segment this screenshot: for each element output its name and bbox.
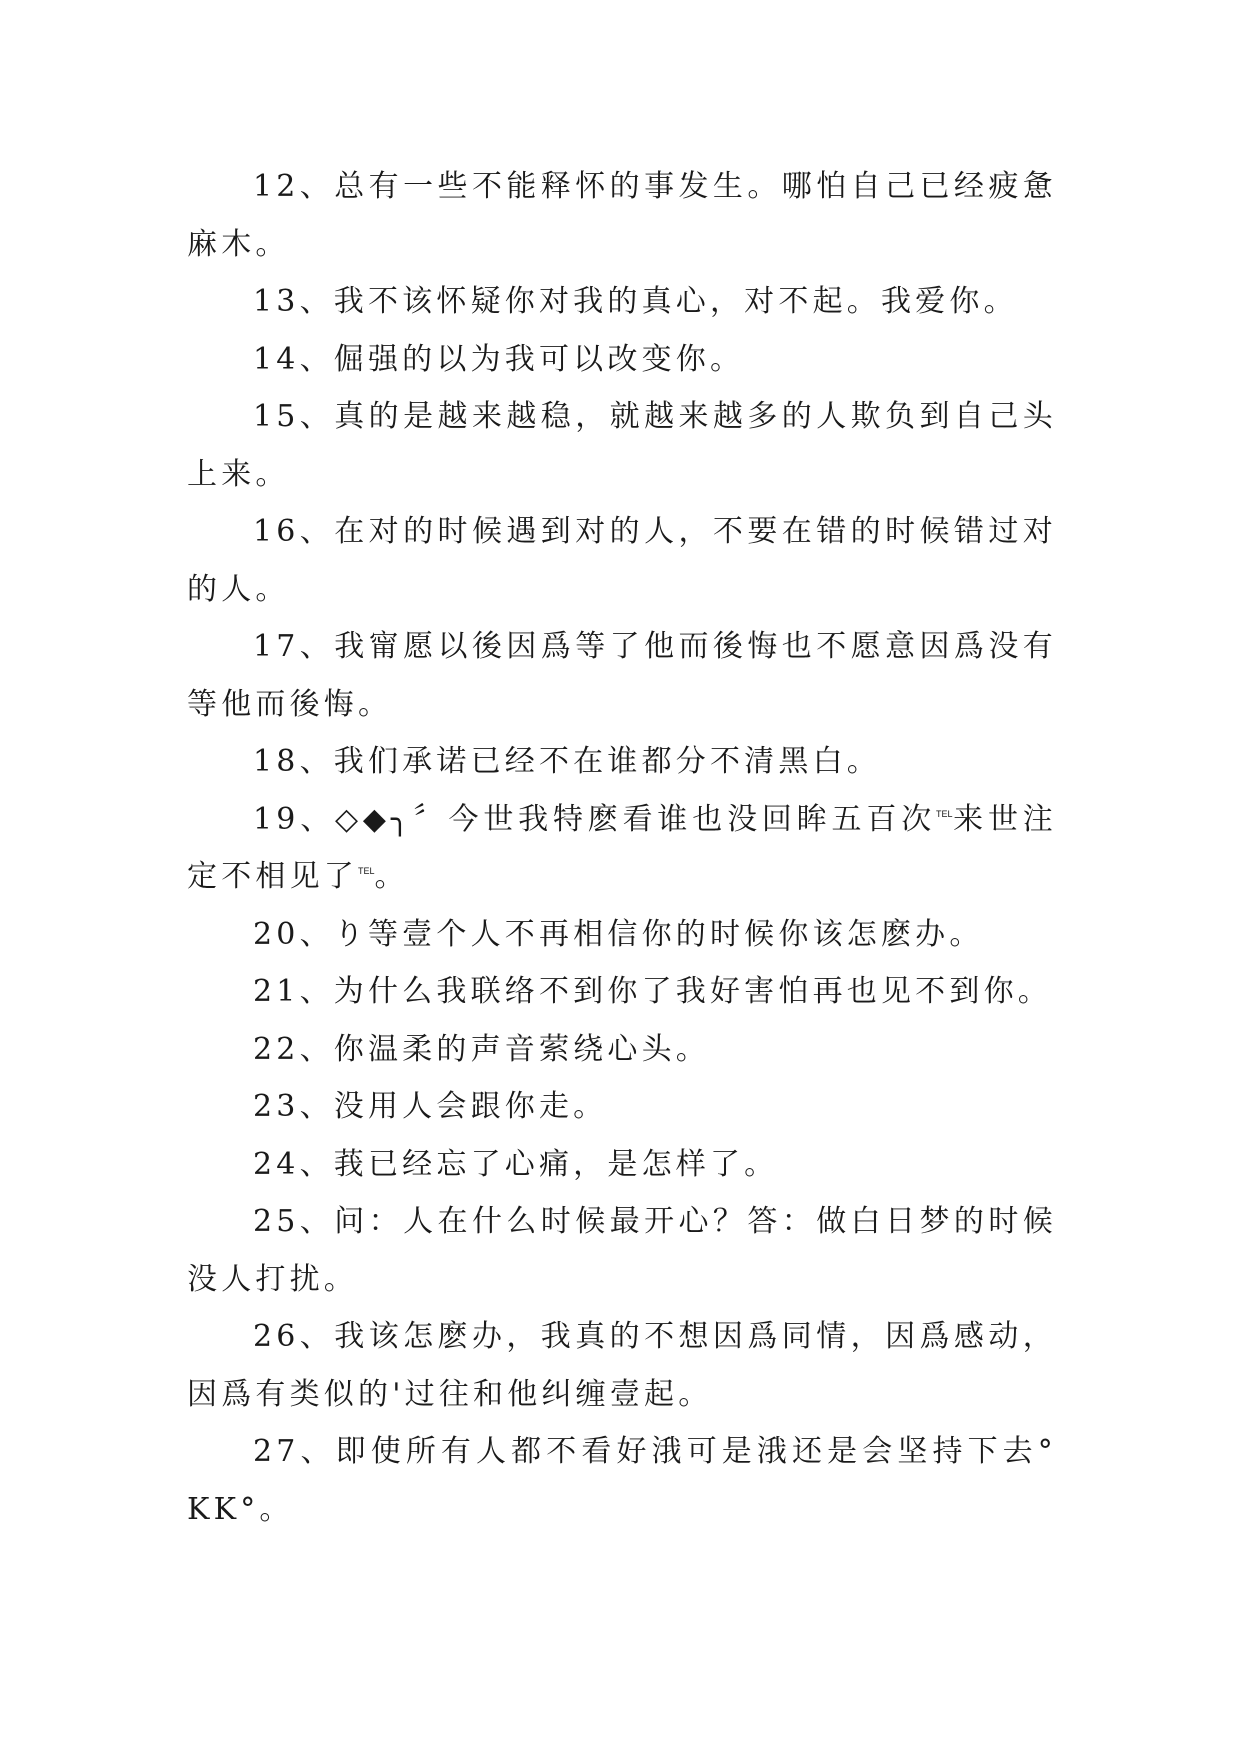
paragraph-21: 21、为什么我联络不到你了我好害怕再也见不到你。 [253,974,1052,1009]
paragraph-25: 25、问：人在什么时候最开心？答：做白日梦的时候没人打扰。 [187,1204,1057,1297]
paragraph-16: 16、在对的时候遇到对的人，不要在错的时候错过对的人。 [187,514,1057,607]
paragraph-27: 27、即使所有人都不看好涐可是涐还是会坚持下去°KK°。 [187,1434,1057,1527]
paragraph-20: 20、り等壹个人不再相信你的时候你该怎麽办。 [253,916,984,952]
paragraph-14: 14、倔强的以为我可以改变你。 [253,341,745,377]
tel-superscript: TEL [358,866,375,876]
paragraph-19 [187,791,1057,906]
paragraph-26: 26、我该怎麽办，我真的不想因爲同情，因爲感动，因爲有类似的'过往和他纠缠壹起。 [187,1319,1057,1412]
document-body [187,158,1057,1538]
paragraph-13: 13、我不该怀疑你对我的真心，对不起。我爱你。 [253,284,1018,319]
paragraph-24: 24、莪已经忘了心痛，是怎样了。 [253,1146,779,1182]
paragraph-15: 15、真的是越来越稳，就越来越多的人欺负到自己头上来。 [187,399,1057,492]
paragraph-19-part-2: 来世注定不相见了 [187,801,1057,894]
paragraph-19-part-1: 19、◇◆╮〞今世我特麽看谁也没回眸五百次 [253,801,937,837]
paragraph-23: 23、没用人会跟你走。 [253,1089,608,1124]
paragraph-22: 22、你温柔的声音萦绕心头。 [253,1031,710,1067]
paragraph-19-part-3: 。 [374,859,409,894]
tel-superscript: TEL [936,808,953,819]
paragraph-17: 17、我甯愿以後因爲等了他而後悔也不愿意因爲没有等他而後悔。 [187,629,1057,722]
paragraph-12: 12、总有一些不能释怀的事发生。哪怕自己已经疲惫麻木。 [187,169,1057,262]
paragraph-18: 18、我们承诺已经不在谁都分不清黑白。 [253,744,881,779]
